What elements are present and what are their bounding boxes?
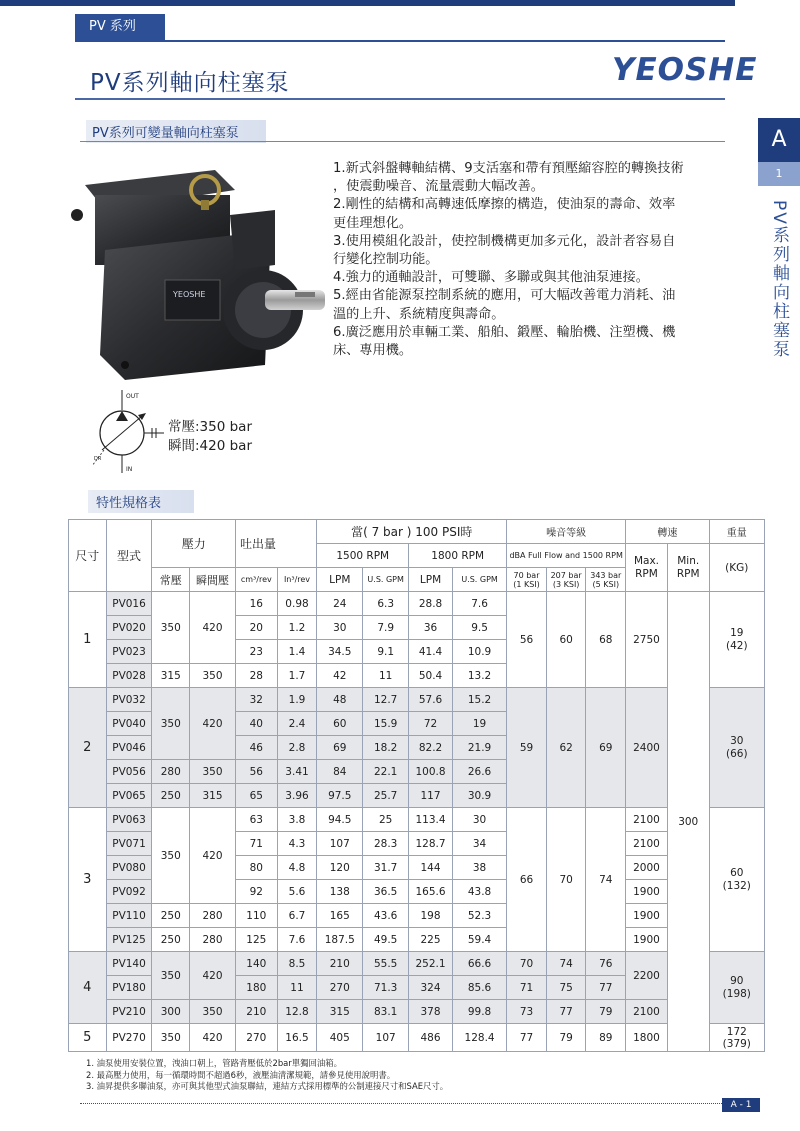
peak-cell: 280 <box>190 904 236 928</box>
lpm1500-cell: 97.5 <box>317 784 363 808</box>
series-tab: PV 系列 <box>75 14 165 40</box>
in3-cell: 7.6 <box>277 928 317 952</box>
gpm1800-cell: 99.8 <box>452 1000 506 1024</box>
max-rpm-cell: 2750 <box>626 592 668 688</box>
model-cell: PV080 <box>106 856 152 880</box>
rated-cell: 350 <box>152 592 190 664</box>
cm3-cell: 23 <box>235 640 277 664</box>
model-cell: PV028 <box>106 664 152 688</box>
table-row <box>69 808 765 832</box>
lpm1500-cell: 42 <box>317 664 363 688</box>
in3-cell: 0.98 <box>277 592 317 616</box>
cm3-cell: 210 <box>235 1000 277 1024</box>
in3-cell: 2.4 <box>277 712 317 736</box>
gpm1800-cell: 38 <box>452 856 506 880</box>
cm3-cell: 180 <box>235 976 277 1000</box>
header-1800rpm: 1800 RPM <box>409 544 507 568</box>
noise343-cell: 76 <box>586 952 626 976</box>
noise70-cell: 73 <box>507 1000 547 1024</box>
lpm1800-cell: 41.4 <box>409 640 453 664</box>
model-cell: PV180 <box>106 976 152 1000</box>
gpm1500-cell: 43.6 <box>363 904 409 928</box>
lpm1800-cell: 144 <box>409 856 453 880</box>
model-cell: PV270 <box>106 1024 152 1052</box>
feature-line: 5.經由省能源泵控制系統的應用，可大幅改善電力消耗、油 <box>333 288 676 304</box>
gpm1800-cell: 21.9 <box>452 736 506 760</box>
table-row <box>69 1000 765 1024</box>
gpm1800-cell: 128.4 <box>452 1024 506 1052</box>
model-cell: PV032 <box>106 688 152 712</box>
rated-cell: 250 <box>152 784 190 808</box>
max-rpm-cell: 1900 <box>626 880 668 904</box>
lpm1800-cell: 225 <box>409 928 453 952</box>
model-cell: PV071 <box>106 832 152 856</box>
side-tab-letter: A <box>758 118 800 162</box>
noise207-cell: 70 <box>546 808 586 952</box>
in3-cell: 11 <box>277 976 317 1000</box>
gpm1500-cell: 12.7 <box>363 688 409 712</box>
gpm1500-cell: 7.9 <box>363 616 409 640</box>
lpm1800-cell: 252.1 <box>409 952 453 976</box>
model-cell: PV210 <box>106 1000 152 1024</box>
weight-cell: 90 (198) <box>709 952 764 1024</box>
noise70-cell: 71 <box>507 976 547 1000</box>
series-tab-rule <box>75 40 725 42</box>
model-cell: PV063 <box>106 808 152 832</box>
header-max-rpm: Max. RPM <box>626 544 668 592</box>
header-speed: 轉速 <box>626 520 709 544</box>
header-peak: 瞬間壓 <box>190 568 236 592</box>
size-cell: 3 <box>69 808 107 952</box>
page-number: A - 1 <box>722 1098 760 1112</box>
gpm1500-cell: 31.7 <box>363 856 409 880</box>
noise70-cell: 70 <box>507 952 547 976</box>
header-343bar: 343 bar (5 KSI) <box>586 568 626 592</box>
header-in3: In³/rev <box>277 568 317 592</box>
model-cell: PV056 <box>106 760 152 784</box>
rated-cell: 350 <box>152 952 190 1000</box>
header-207bar: 207 bar (3 KSI) <box>546 568 586 592</box>
gpm1500-cell: 71.3 <box>363 976 409 1000</box>
gpm1500-cell: 22.1 <box>363 760 409 784</box>
noise343-cell: 69 <box>586 688 626 808</box>
rated-cell: 315 <box>152 664 190 688</box>
lpm1500-cell: 84 <box>317 760 363 784</box>
noise207-cell: 79 <box>546 1024 586 1052</box>
header-lpm-1800: LPM <box>409 568 453 592</box>
gpm1800-cell: 9.5 <box>452 616 506 640</box>
header-pressure: 壓力 <box>152 520 235 568</box>
lpm1800-cell: 378 <box>409 1000 453 1024</box>
noise70-cell: 77 <box>507 1024 547 1052</box>
max-rpm-cell: 2100 <box>626 832 668 856</box>
lpm1800-cell: 486 <box>409 1024 453 1052</box>
gpm1800-cell: 59.4 <box>452 928 506 952</box>
lpm1800-cell: 165.6 <box>409 880 453 904</box>
feature-line: 6.廣泛應用於車輛工業、船舶、鍛壓、輪胎機、注塑機、機 <box>333 324 676 340</box>
in3-cell: 5.6 <box>277 880 317 904</box>
cm3-cell: 92 <box>235 880 277 904</box>
peak-cell: 350 <box>190 1000 236 1024</box>
footnote: 2. 最高壓力使用，每一循環時間不超過6秒，液壓油清潔規範，請參見使用說明書。 <box>86 1069 396 1080</box>
lpm1800-cell: 82.2 <box>409 736 453 760</box>
feature-line: 3.使用模組化設計，使控制機構更加多元化，設計者容易自 <box>333 233 676 249</box>
rated-cell: 350 <box>152 1024 190 1052</box>
size-cell: 2 <box>69 688 107 808</box>
model-cell: PV065 <box>106 784 152 808</box>
gpm1800-cell: 52.3 <box>452 904 506 928</box>
max-rpm-cell: 1900 <box>626 904 668 928</box>
peak-cell: 420 <box>190 808 236 904</box>
gpm1500-cell: 25 <box>363 808 409 832</box>
header-size: 尺寸 <box>69 520 107 592</box>
gpm1800-cell: 26.6 <box>452 760 506 784</box>
max-rpm-cell: 1900 <box>626 928 668 952</box>
symbol-out-label: OUT <box>126 393 139 400</box>
gpm1500-cell: 107 <box>363 1024 409 1052</box>
cm3-cell: 16 <box>235 592 277 616</box>
table-row <box>69 1024 765 1052</box>
pump-image <box>65 155 330 405</box>
cm3-cell: 63 <box>235 808 277 832</box>
feature-line: 行變化控制功能。 <box>333 252 439 268</box>
min-rpm-cell: 300 <box>667 592 709 1052</box>
gpm1500-cell: 11 <box>363 664 409 688</box>
peak-pressure: 瞬間:420 bar <box>168 438 252 454</box>
size-cell: 4 <box>69 952 107 1024</box>
top-bar <box>0 0 735 6</box>
peak-cell: 350 <box>190 760 236 784</box>
cm3-cell: 56 <box>235 760 277 784</box>
gpm1500-cell: 9.1 <box>363 640 409 664</box>
in3-cell: 1.4 <box>277 640 317 664</box>
lpm1500-cell: 270 <box>317 976 363 1000</box>
gpm1500-cell: 28.3 <box>363 832 409 856</box>
header-condition: 當( 7 bar ) 100 PSI時 <box>317 520 507 544</box>
lpm1800-cell: 198 <box>409 904 453 928</box>
rated-cell: 350 <box>152 808 190 904</box>
noise343-cell: 74 <box>586 808 626 952</box>
gpm1500-cell: 6.3 <box>363 592 409 616</box>
feature-line: ，使震動噪音、流量震動大幅改善。 <box>333 179 544 195</box>
in3-cell: 1.2 <box>277 616 317 640</box>
header-70bar: 70 bar (1 KSI) <box>507 568 547 592</box>
rated-pressure: 常壓:350 bar <box>168 419 252 435</box>
in3-cell: 4.3 <box>277 832 317 856</box>
weight-cell: 30 (66) <box>709 688 764 808</box>
lpm1500-cell: 48 <box>317 688 363 712</box>
gpm1800-cell: 85.6 <box>452 976 506 1000</box>
model-cell: PV046 <box>106 736 152 760</box>
header-rated: 常壓 <box>152 568 190 592</box>
max-rpm-cell: 2000 <box>626 856 668 880</box>
gpm1800-cell: 7.6 <box>452 592 506 616</box>
gpm1800-cell: 15.2 <box>452 688 506 712</box>
lpm1500-cell: 94.5 <box>317 808 363 832</box>
size-cell: 5 <box>69 1024 107 1052</box>
spec-section-label: 特性規格表 <box>88 490 194 513</box>
header-noise: 噪音等級 <box>507 520 626 544</box>
footnote: 1. 油泵使用安裝位置，洩油口朝上，管路背壓低於2bar單獨回油箱。 <box>86 1058 342 1068</box>
table-row <box>69 904 765 928</box>
gpm1800-cell: 34 <box>452 832 506 856</box>
cm3-cell: 65 <box>235 784 277 808</box>
lpm1500-cell: 30 <box>317 616 363 640</box>
symbol-in-label: IN <box>126 466 133 473</box>
peak-cell: 420 <box>190 1024 236 1052</box>
table-row <box>69 952 765 976</box>
feature-line: 更佳理想化。 <box>333 215 413 231</box>
rated-cell: 350 <box>152 688 190 760</box>
lpm1500-cell: 405 <box>317 1024 363 1052</box>
cm3-cell: 125 <box>235 928 277 952</box>
noise343-cell: 89 <box>586 1024 626 1052</box>
gpm1500-cell: 18.2 <box>363 736 409 760</box>
lpm1800-cell: 128.7 <box>409 832 453 856</box>
bottom-rule <box>80 1103 760 1104</box>
lpm1800-cell: 28.8 <box>409 592 453 616</box>
noise207-cell: 60 <box>546 592 586 688</box>
header-gpm-1500: U.S. GPM <box>363 568 409 592</box>
lpm1800-cell: 117 <box>409 784 453 808</box>
title-rule <box>75 98 725 100</box>
feature-line: 2.剛性的結構和高轉速低摩擦的構造，使油泵的壽命、效率 <box>333 197 676 213</box>
in3-cell: 2.8 <box>277 736 317 760</box>
in3-cell: 4.8 <box>277 856 317 880</box>
max-rpm-cell: 2100 <box>626 1000 668 1024</box>
lpm1500-cell: 210 <box>317 952 363 976</box>
weight-cell: 19 (42) <box>709 592 764 688</box>
feature-line: 床、專用機。 <box>333 343 413 359</box>
model-cell: PV023 <box>106 640 152 664</box>
symbol-dr-label: DR <box>94 456 102 462</box>
model-cell: PV040 <box>106 712 152 736</box>
gpm1500-cell: 83.1 <box>363 1000 409 1024</box>
gpm1500-cell: 15.9 <box>363 712 409 736</box>
header-model: 型式 <box>106 520 152 592</box>
lpm1500-cell: 60 <box>317 712 363 736</box>
lpm1500-cell: 187.5 <box>317 928 363 952</box>
rated-cell: 280 <box>152 760 190 784</box>
lpm1500-cell: 24 <box>317 592 363 616</box>
peak-cell: 420 <box>190 688 236 760</box>
rated-cell: 250 <box>152 928 190 952</box>
lpm1500-cell: 165 <box>317 904 363 928</box>
in3-cell: 3.96 <box>277 784 317 808</box>
gpm1500-cell: 49.5 <box>363 928 409 952</box>
gpm1800-cell: 13.2 <box>452 664 506 688</box>
in3-cell: 3.41 <box>277 760 317 784</box>
cm3-cell: 32 <box>235 688 277 712</box>
noise207-cell: 62 <box>546 688 586 808</box>
gpm1800-cell: 43.8 <box>452 880 506 904</box>
weight-cell: 60 (132) <box>709 808 764 952</box>
in3-cell: 6.7 <box>277 904 317 928</box>
cm3-cell: 40 <box>235 712 277 736</box>
peak-cell: 420 <box>190 592 236 664</box>
noise207-cell: 75 <box>546 976 586 1000</box>
noise207-cell: 77 <box>546 1000 586 1024</box>
gpm1500-cell: 36.5 <box>363 880 409 904</box>
max-rpm-cell: 1800 <box>626 1024 668 1052</box>
lpm1800-cell: 36 <box>409 616 453 640</box>
max-rpm-cell: 2100 <box>626 808 668 832</box>
table-row <box>69 592 765 616</box>
lpm1800-cell: 324 <box>409 976 453 1000</box>
cm3-cell: 71 <box>235 832 277 856</box>
footnotes <box>86 1058 448 1093</box>
lpm1800-cell: 72 <box>409 712 453 736</box>
table-row <box>69 688 765 712</box>
peak-cell: 350 <box>190 664 236 688</box>
lpm1500-cell: 120 <box>317 856 363 880</box>
gpm1500-cell: 55.5 <box>363 952 409 976</box>
model-cell: PV140 <box>106 952 152 976</box>
noise70-cell: 59 <box>507 688 547 808</box>
hydraulic-pump-symbol <box>80 388 165 473</box>
brand-logo: YEOSHE <box>612 52 758 88</box>
in3-cell: 1.9 <box>277 688 317 712</box>
feature-line: 1.新式斜盤轉軸結構、9支活塞和帶有預壓縮容腔的轉換技術 <box>333 161 684 176</box>
page-title: PV系列軸向柱塞泵 <box>90 70 290 96</box>
in3-cell: 16.5 <box>277 1024 317 1052</box>
max-rpm-cell: 2400 <box>626 688 668 808</box>
side-tab-title: PV系列軸向柱塞泵 <box>769 200 789 359</box>
lpm1500-cell: 69 <box>317 736 363 760</box>
peak-cell: 315 <box>190 784 236 808</box>
rated-cell: 300 <box>152 1000 190 1024</box>
lpm1800-cell: 100.8 <box>409 760 453 784</box>
gpm1800-cell: 66.6 <box>452 952 506 976</box>
gpm1800-cell: 30 <box>452 808 506 832</box>
in3-cell: 1.7 <box>277 664 317 688</box>
svg-text:YEOSHE: YEOSHE <box>173 290 206 299</box>
cm3-cell: 46 <box>235 736 277 760</box>
max-rpm-cell: 2200 <box>626 952 668 1000</box>
in3-cell: 3.8 <box>277 808 317 832</box>
model-cell: PV016 <box>106 592 152 616</box>
gpm1800-cell: 30.9 <box>452 784 506 808</box>
model-cell: PV020 <box>106 616 152 640</box>
model-cell: PV092 <box>106 880 152 904</box>
model-cell: PV125 <box>106 928 152 952</box>
header-min-rpm: Min. RPM <box>667 544 709 592</box>
header-cm3: cm³/rev <box>235 568 277 592</box>
lpm1500-cell: 138 <box>317 880 363 904</box>
feature-line: 溫的上升、系統精度與壽命。 <box>333 306 505 322</box>
spec-table <box>68 519 765 1052</box>
table-row <box>69 928 765 952</box>
noise343-cell: 68 <box>586 592 626 688</box>
lpm1800-cell: 113.4 <box>409 808 453 832</box>
cm3-cell: 110 <box>235 904 277 928</box>
peak-cell: 280 <box>190 928 236 952</box>
lpm1500-cell: 34.5 <box>317 640 363 664</box>
noise70-cell: 56 <box>507 592 547 688</box>
header-kg: (KG) <box>709 544 764 592</box>
gpm1500-cell: 25.7 <box>363 784 409 808</box>
header-output: 吐出量 <box>235 520 316 568</box>
noise70-cell: 66 <box>507 808 547 952</box>
in3-cell: 8.5 <box>277 952 317 976</box>
header-1500rpm: 1500 RPM <box>317 544 409 568</box>
cm3-cell: 20 <box>235 616 277 640</box>
model-cell: PV110 <box>106 904 152 928</box>
size-cell: 1 <box>69 592 107 688</box>
cm3-cell: 270 <box>235 1024 277 1052</box>
header-noise-sub: dBA Full Flow and 1500 RPM <box>507 544 626 568</box>
header-lpm-1500: LPM <box>317 568 363 592</box>
lpm1800-cell: 57.6 <box>409 688 453 712</box>
noise343-cell: 79 <box>586 1000 626 1024</box>
side-tab-number: 1 <box>758 162 800 186</box>
peak-cell: 420 <box>190 952 236 1000</box>
feature-list <box>333 160 728 360</box>
lpm1500-cell: 107 <box>317 832 363 856</box>
sub-title: PV系列可變量軸向柱塞泵 <box>86 120 266 143</box>
feature-line: 4.強力的通軸設計，可雙聯、多聯或與其他油泵連接。 <box>333 270 649 286</box>
rated-cell: 250 <box>152 904 190 928</box>
lpm1800-cell: 50.4 <box>409 664 453 688</box>
weight-cell: 172 (379) <box>709 1024 764 1052</box>
in3-cell: 12.8 <box>277 1000 317 1024</box>
sub-title-rule <box>80 141 725 142</box>
cm3-cell: 80 <box>235 856 277 880</box>
pressure-ratings <box>168 418 252 456</box>
header-gpm-1800: U.S. GPM <box>452 568 506 592</box>
noise207-cell: 74 <box>546 952 586 976</box>
cm3-cell: 140 <box>235 952 277 976</box>
header-weight: 重量 <box>709 520 764 544</box>
gpm1800-cell: 10.9 <box>452 640 506 664</box>
gpm1800-cell: 19 <box>452 712 506 736</box>
lpm1500-cell: 315 <box>317 1000 363 1024</box>
footnote: 3. 油昇提供多聯油泵，亦可與其他型式油泵聯結，連結方式採用標準的公制連接尺寸和SAE尺寸。 <box>86 1081 449 1091</box>
cm3-cell: 28 <box>235 664 277 688</box>
noise343-cell: 77 <box>586 976 626 1000</box>
